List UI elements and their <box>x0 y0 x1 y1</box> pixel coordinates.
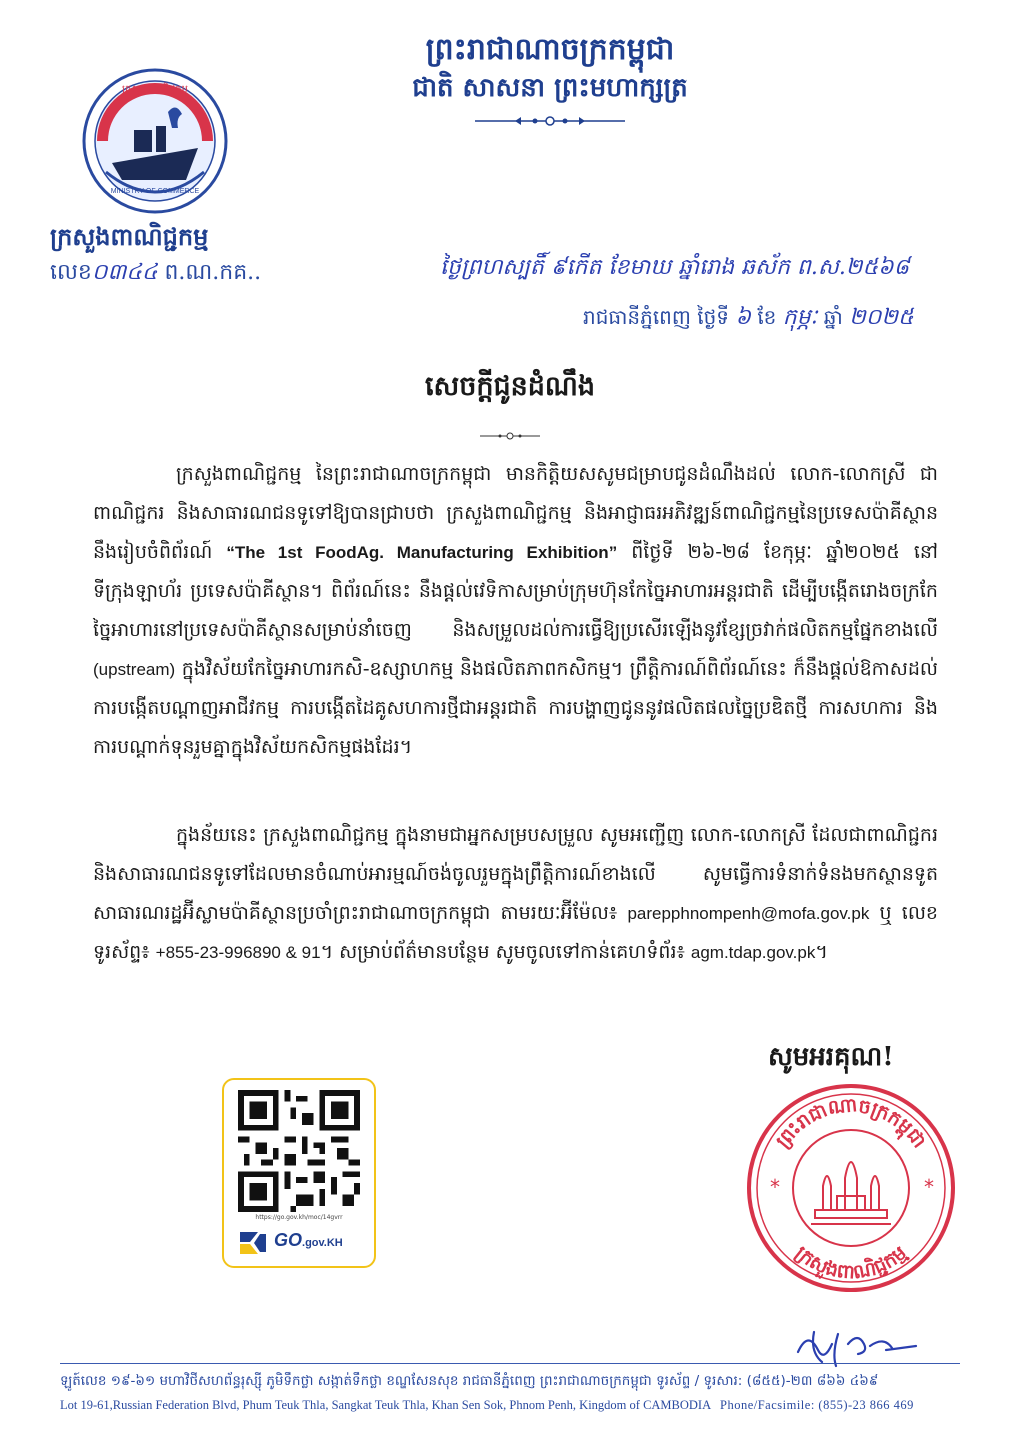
logo-bottom-text: MINISTRY OF COMMERCE <box>110 188 200 195</box>
qr-code[interactable] <box>236 1090 362 1212</box>
qr-url: https://go.gov.kh/moc/14gvrr <box>255 1214 343 1221</box>
svg-text:*: * <box>924 1175 934 1199</box>
kingdom-motto: ជាតិ សាសនា ព្រះមហាក្សត្រ <box>412 73 688 103</box>
thanks-text: សូមអរគុណ! <box>768 1042 894 1072</box>
footer-address-kh: ឡូត៍លេខ ១៩-៦១ មហាវិថីសហព័ន្ធរុស្ស៊ី ភូមិទឹកថ្លា សង្កាត់ទឹកថ្លា ខណ្ឌសែនសុខ រាជធានីភ្នំពេញ ព្រះរាជាណាចក្រកម្ពុជា ទូរស័ព្ទ / ទូរសារ: (៨៥៥)-២៣ ៨៦៦ ៤៦៩ <box>60 1373 879 1389</box>
footer-phone: Phone/Facsimile: (855)-23 866 469 <box>720 1398 914 1412</box>
p1-middle: ពីថ្ងៃទី ២៦-២៨ ខែកុម្ភៈ ឆ្នាំ២០២៥ នៅទីក្រុងឡាហ័រ ប្រទេសប៉ាគីស្ថាន។ ពិព័រណ៍នេះ នឹងផ្តល់វេទិកាសម្រាប់ក្រុមហ៊ុនកែច្នៃអាហារអន្តរជាតិ ដើម្បីបង្កើតរោងចក្រកែច្នៃអាហារនៅប្រទេសប៉ាគីស្ថានសម្រាប់នាំចេញ និងសម្រួលដល់ការធ្វើឱ្យប្រសើរឡើងនូវខ្សែច្រវាក់ផលិតកម្មផ្នែកខាងលើ <box>93 541 938 641</box>
p1-intro: ក្រសួងពាណិជ្ជកម្ម នៃព្រះរាជាណាចក្រកម្ពុជា មានកិត្តិយសសូមជម្រាបជូនដំណឹងដល់ លោក-លោកស្រី ជាពាណិជ្ជករ និងសាធារណជនទូទៅឱ្យបានជ្រាបថា ក្រសួងពាណិជ្ជកម្ម និងអាជ្ញាធរអភិវឌ្ឍន៍ពាណិជ្ជកម្មនៃប្រទេសប៉ាគីស្ថាន នឹងរៀបចំពិព័រណ៍ <box>93 463 938 563</box>
contact-phone: +855-23-996890 & 91 <box>155 943 321 962</box>
event-name: “The 1st FoodAg. Manufacturing Exhibition” <box>226 543 618 562</box>
date-day: ៦ <box>735 305 751 330</box>
footer-divider <box>60 1363 960 1364</box>
qr-code-card[interactable] <box>222 1078 376 1268</box>
kingdom-header <box>300 30 800 128</box>
contact-email[interactable]: parepphnompenh@mofa.gov.pk <box>627 904 870 923</box>
date-prefix: រាជធានីភ្នំពេញ ថ្ងៃទី <box>583 305 730 329</box>
paragraph-1 <box>93 455 938 767</box>
gregorian-date <box>583 303 914 335</box>
date-month: កុម្ភៈ <box>782 305 818 330</box>
paragraph-2 <box>93 816 938 972</box>
svg-text:*: * <box>770 1175 780 1199</box>
p2-middle: ឬ លេខទូរស័ព្ទ៖ <box>93 902 938 963</box>
kingdom-title: ព្រះរាជាណាចក្រកម្ពុជា <box>425 32 675 67</box>
footer-address-en <box>60 1398 965 1413</box>
go-gov-kh-logo: GO.gov.KH <box>274 1230 343 1250</box>
ministry-seal <box>745 1082 957 1294</box>
date-year-label: ឆ្នាំ <box>823 305 843 329</box>
website-link[interactable]: agm.tdap.gov.pk <box>690 943 816 962</box>
go-gov-kh-icon <box>236 1228 270 1256</box>
p2-intro: ក្នុងន័យនេះ ក្រសួងពាណិជ្ជកម្ម ក្នុងនាមជាអ្នកសម្របសម្រួល សូមអញ្ជើញ លោក-លោកស្រី ដែលជាពាណិជ្ជករ និងសាធារណជនទូទៅដែលមានចំណាប់អារម្មណ៍ចង់ចូលរួមក្នុងព្រឹត្តិការណ៍ខាងលើ សូមធ្វើការទំនាក់ទំនងមកស្ថានទូតសាធារណរដ្ឋអ៊ីស្លាមប៉ាគីស្ថានប្រចាំព្រះរាជាណាចក្រកម្ពុជា តាមរយៈអ៊ីម៉ែល៖ <box>93 824 938 924</box>
p1-end: ក្នុងវិស័យកែច្នៃអាហារកសិ-ឧស្សាហកម្ម និងផលិតភាពកសិកម្ម។ ព្រឹត្តិការណ៍ពិព័រណ៍នេះ ក៏នឹងផ្តល់ឱកាសដល់ការបង្កើតបណ្តាញអាជីវកម្ម ការបង្កើតដៃគូសហការថ្មីជាអន្តរជាតិ ការបង្ហាញជូននូវផលិតផលច្នៃប្រឌិតថ្មី ការសហការ និងការបណ្តាក់ទុនរួមគ្នាក្នុងវិស័យកសិកម្មផងដែរ។ <box>93 658 938 758</box>
seal-top-text: ព្រះរាជាណាចក្រកម្ពុជា <box>771 1094 931 1153</box>
reference-number <box>50 258 261 290</box>
ministry-name: ក្រសួងពាណិជ្ជកម្ម <box>50 222 209 251</box>
date-month-label: ខែ <box>757 305 777 329</box>
footer-address-en-text: Lot 19-61,Russian Federation Blvd, Phum Teuk Thla, Sangkat Teuk Thla, Khan Sen Sok, Phnom Penh, Kingdom of CAMBODIA <box>60 1398 712 1412</box>
logo-ring-text: ក្រសួងពាណិជ្ជកម្ម <box>122 84 188 95</box>
title-ornament <box>480 430 540 442</box>
seal-bottom-text: ក្រសួងពាណិជ្ជកម្ម <box>791 1241 911 1284</box>
ref-prefix: លេខ <box>50 260 92 285</box>
ref-handwritten: ០៣៤៤ <box>91 260 158 285</box>
upstream-term: (upstream) <box>93 660 176 679</box>
document-title: សេចក្តីជូនដំណឹង <box>424 371 596 402</box>
p2-end: ។ <box>815 941 828 963</box>
header-ornament <box>475 114 625 128</box>
p2-middle2: ។ សម្រាប់ព័ត៌មានបន្ថែម សូមចូលទៅកាន់គេហទំព័រ៖ <box>320 941 691 963</box>
angkor-wat-icon <box>811 1162 891 1224</box>
date-year: ២០២៥ <box>849 305 914 330</box>
ref-suffix: ព.ណ.កគ.. <box>164 260 262 285</box>
lunar-date: ថ្ងៃព្រហស្បតិ៍ ៩កើត ខែមាឃ ឆ្នាំរោង ឆស័ក ព.ស.២៥៦៨ <box>440 255 910 280</box>
ministry-logo <box>82 68 228 214</box>
